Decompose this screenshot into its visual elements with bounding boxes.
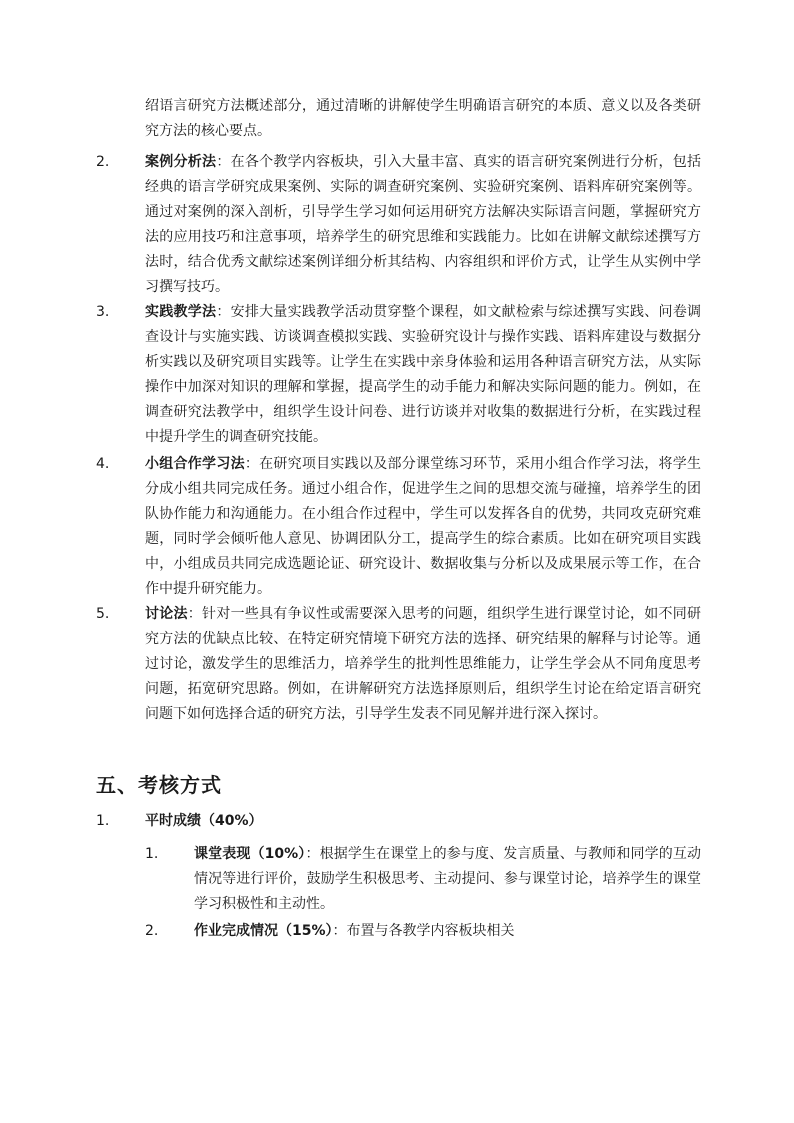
method-description: ：安排大量实践教学活动贯穿整个课程，如文献检索与综述撰写实践、问卷调查设计与实施实践、访谈调查模拟实践、实验研究设计与操作实践、语料库建设与数据分析实践以及研究项目实践等。让学生在实践中亲身体验和运用各种语言研究方法，从实际操作中加深对知识的理解和掌握，提高学生的动手能力和解决实际问题的能力。例如，在调查研究法教学中，组织学生设计问卷、进行访谈并对收集的数据进行分析，在实践过程中提升学生的调查研究技能。	[145, 304, 702, 445]
list-number: 1.	[96, 813, 110, 829]
method-description: ：在研究项目实践以及部分课堂练习环节，采用小组合作学习法，将学生分成小组共同完成任务。通过小组合作，促进学生之间的思想交流与碰撞，培养学生的团队协作能力和沟通能力。在小组合作过程中，学生可以发挥各自的优势，共同攻克研究难题，同时学会倾听他人意见、协调团队分工，提高学生的综合素质。比如在研究项目实践中，小组成员共同完成选题论证、研究设计、数据收集与分析以及成果展示等工作，在合作中提升研究能力。	[145, 456, 701, 597]
assessment-term: 平时成绩（40%）	[145, 813, 263, 829]
section-heading: 五、考核方式	[96, 773, 222, 797]
method-term: 实践教学法	[145, 304, 217, 320]
assessment-body	[145, 809, 701, 834]
assessment-item-regular	[96, 809, 701, 834]
list-number: 3.	[96, 304, 110, 320]
continuation-paragraph: 绍语言研究方法概述部分，通过清晰的讲解使学生明确语言研究的本质、意义以及各类研究方法的核心要点。	[145, 98, 701, 139]
list-number: 2.	[96, 154, 110, 170]
method-item-case-analysis	[96, 150, 701, 300]
method-body	[145, 602, 701, 727]
assessment-sub-class-performance	[145, 842, 701, 917]
method-item-discussion	[96, 602, 701, 727]
method-body	[145, 300, 701, 450]
sub-body	[194, 842, 701, 917]
method-item-group-learning	[96, 452, 701, 602]
method-term: 讨论法	[145, 606, 188, 622]
method-body	[145, 452, 701, 602]
method-term: 小组合作学习法	[145, 456, 245, 472]
method-description: ：在各个教学内容板块，引入大量丰富、真实的语言研究案例进行分析，包括经典的语言学研究成果案例、实际的调查研究案例、实验研究案例、语料库研究案例等。通过对案例的深入剖析，引导学生学习如何运用研究方法解决实际语言问题，掌握研究方法的应用技巧和注意事项，培养学生的研究思维和实践能力。比如在讲解文献综述撰写方法时，结合优秀文献综述案例详细分析其结构、内容组织和评价方式，让学生从实例中学习撰写技巧。	[145, 154, 702, 295]
sub-description: ：布置与各教学内容板块相关	[332, 923, 515, 939]
list-number: 5.	[96, 606, 110, 622]
sub-term: 作业完成情况（15%）	[194, 923, 333, 939]
sub-description: ：根据学生在课堂上的参与度、发言质量、与教师和同学的互动情况等进行评价，鼓励学生积极思考、主动提问、参与课堂讨论，培养学生的课堂学习积极性和主动性。	[194, 846, 701, 912]
list-number: 4.	[96, 456, 110, 472]
sub-body	[194, 919, 701, 944]
sub-list-number: 1.	[145, 846, 159, 862]
assessment-sub-homework	[145, 919, 701, 944]
sub-list-number: 2.	[145, 923, 159, 939]
sub-term: 课堂表现（10%）	[194, 846, 306, 862]
method-body	[145, 150, 701, 300]
method-term: 案例分析法	[145, 154, 217, 170]
method-description: ：针对一些具有争议性或需要深入思考的问题，组织学生进行课堂讨论，如不同研究方法的优缺点比较、在特定研究情境下研究方法的选择、研究结果的解释与讨论等。通过讨论，激发学生的思维活力，培养学生的批判性思维能力，让学生学会从不同角度思考问题，拓宽研究思路。例如，在讲解研究方法选择原则后，组织学生讨论在给定语言研究问题下如何选择合适的研究方法，引导学生发表不同见解并进行深入探讨。	[145, 606, 702, 722]
method-item-practice	[96, 300, 701, 450]
